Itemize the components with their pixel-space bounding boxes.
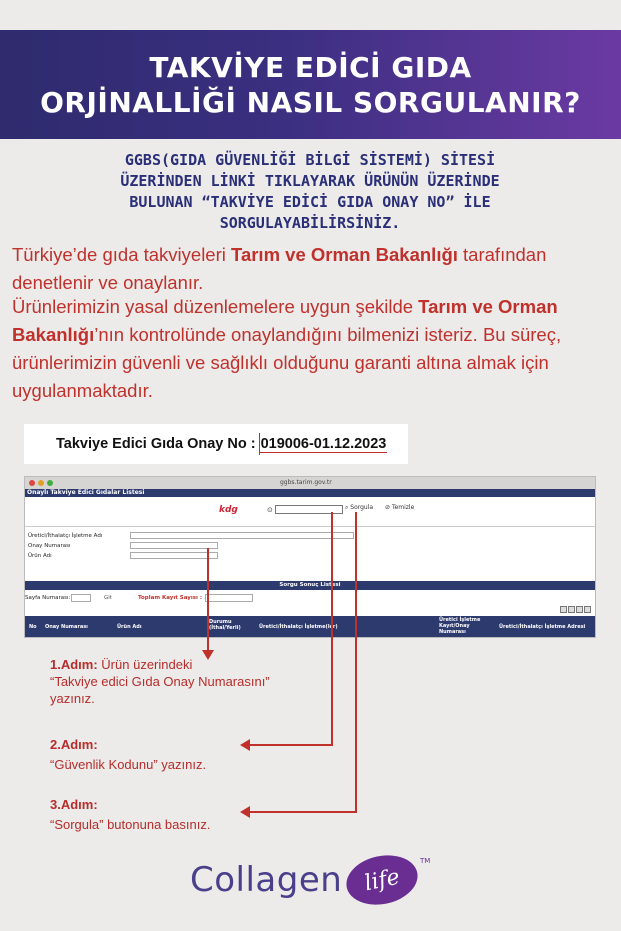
field-label-producer: Üretici/İthalatçı İşletme Adı: [28, 533, 103, 539]
paragraph-1-post: tarafından denetlenir ve onaylanır.: [12, 244, 547, 293]
paragraph-2-pre: Ürünlerimizin yasal düzenlemelere uygun şekilde: [12, 296, 419, 317]
results-title-bar: Sorgu Sonuç Listesi: [25, 581, 595, 590]
arrowhead-step3: [240, 806, 250, 818]
refresh-icon[interactable]: ⊙: [267, 506, 273, 514]
temizle-button[interactable]: ⊘ Temizle: [385, 504, 415, 511]
column-urun: Ürün Adı: [117, 624, 142, 630]
git-button[interactable]: Git: [104, 595, 112, 601]
paragraph-2-post: ’nın kontrolünde onaylandığını bilmenizi isteriz. Bu süreç, ürünlerimizin güvenli ve sağlıklı olduğunu garanti altına almak için uygulanmaktadır.: [12, 324, 562, 401]
step-2-title: 2.Adım:: [50, 737, 98, 752]
column-kayit: Üretici İşletme Kayıt/Onay Numarası: [439, 617, 481, 635]
header-title-line2: ORJİNALLİĞİ NASIL SORGULANIR?: [40, 85, 581, 119]
step-1-line2: “Takviye edici Gıda Onay Numarasını”: [50, 674, 270, 689]
logo-trademark: TM: [420, 857, 431, 865]
subheading-line1: GGBS(GIDA GÜVENLİĞİ BİLGİ SİSTEMİ) SİTESİ: [124, 151, 496, 169]
step-2-line1: “Güvenlik Kodunu” yazınız.: [50, 757, 207, 772]
subheading-line4: SORGULAYABİLİRSİNİZ.: [219, 214, 401, 232]
paragraph-2-bold: Tarım ve Orman Bakanlığı: [12, 296, 558, 345]
header-title-line1: TAKVİYE EDİCİ GIDA: [149, 50, 472, 84]
page-number-label: Sayfa Numarası:: [25, 595, 71, 601]
total-records-label: Toplam Kayıt Sayısı :: [138, 595, 203, 601]
paragraph-1-pre: Türkiye’de gıda takviyeleri: [12, 244, 232, 265]
onay-label: Takviye Edici Gıda Onay No :: [56, 436, 256, 452]
arrow-step2: [248, 512, 332, 745]
step-3: [50, 796, 210, 833]
step-1-title: 1.Adım:: [50, 657, 98, 672]
logo-script: life: [362, 864, 403, 896]
sorgula-button[interactable]: ⌕ Sorgula: [345, 504, 374, 511]
step-1-line3: yazınız.: [50, 691, 95, 706]
logo-script-badge: [342, 849, 422, 911]
page-title-bar: Onaylı Takviye Edici Gıdalar Listesi: [25, 489, 595, 497]
column-no: No: [29, 624, 37, 630]
step-2: [50, 736, 206, 773]
browser-url: ggbs.tarim.gov.tr: [280, 479, 332, 486]
captcha-image: kdg: [219, 505, 238, 515]
temizle-label: Temizle: [391, 504, 415, 511]
column-onay: Onay Numarası: [45, 624, 88, 630]
step-1-line1: Ürün üzerindeki: [101, 657, 193, 672]
column-uretici: Üretici/İthalatçı İşletme(ler): [259, 624, 338, 630]
subheading-line2: ÜZERİNDEN LİNKİ TIKLAYARAK ÜRÜNÜN ÜZERİNDE: [120, 172, 500, 190]
column-adres: Üretici/İthalatçı İşletme Adresi: [499, 624, 586, 630]
step-3-line1: “Sorgula” butonuna basınız.: [50, 817, 211, 832]
logo-word: Collagen: [190, 860, 343, 900]
sorgula-label: Sorgula: [350, 504, 374, 511]
subheading-line3: BULUNAN “TAKVİYE EDİCİ GIDA ONAY NO” İLE: [129, 193, 491, 211]
step-3-title: 3.Adım:: [50, 797, 98, 812]
collagen-life-logo: [190, 855, 431, 905]
field-label-onay: Onay Numarası: [28, 543, 71, 549]
column-durum: Durumu (İthal/Yerli): [209, 619, 241, 631]
onay-number: 019006-01.12.2023: [260, 435, 387, 452]
step-1: [50, 656, 270, 707]
paragraph-1-bold: Tarım ve Orman Bakanlığı: [231, 244, 458, 265]
arrowhead-step2: [240, 739, 250, 751]
field-label-product: Ürün Adı: [28, 553, 52, 559]
